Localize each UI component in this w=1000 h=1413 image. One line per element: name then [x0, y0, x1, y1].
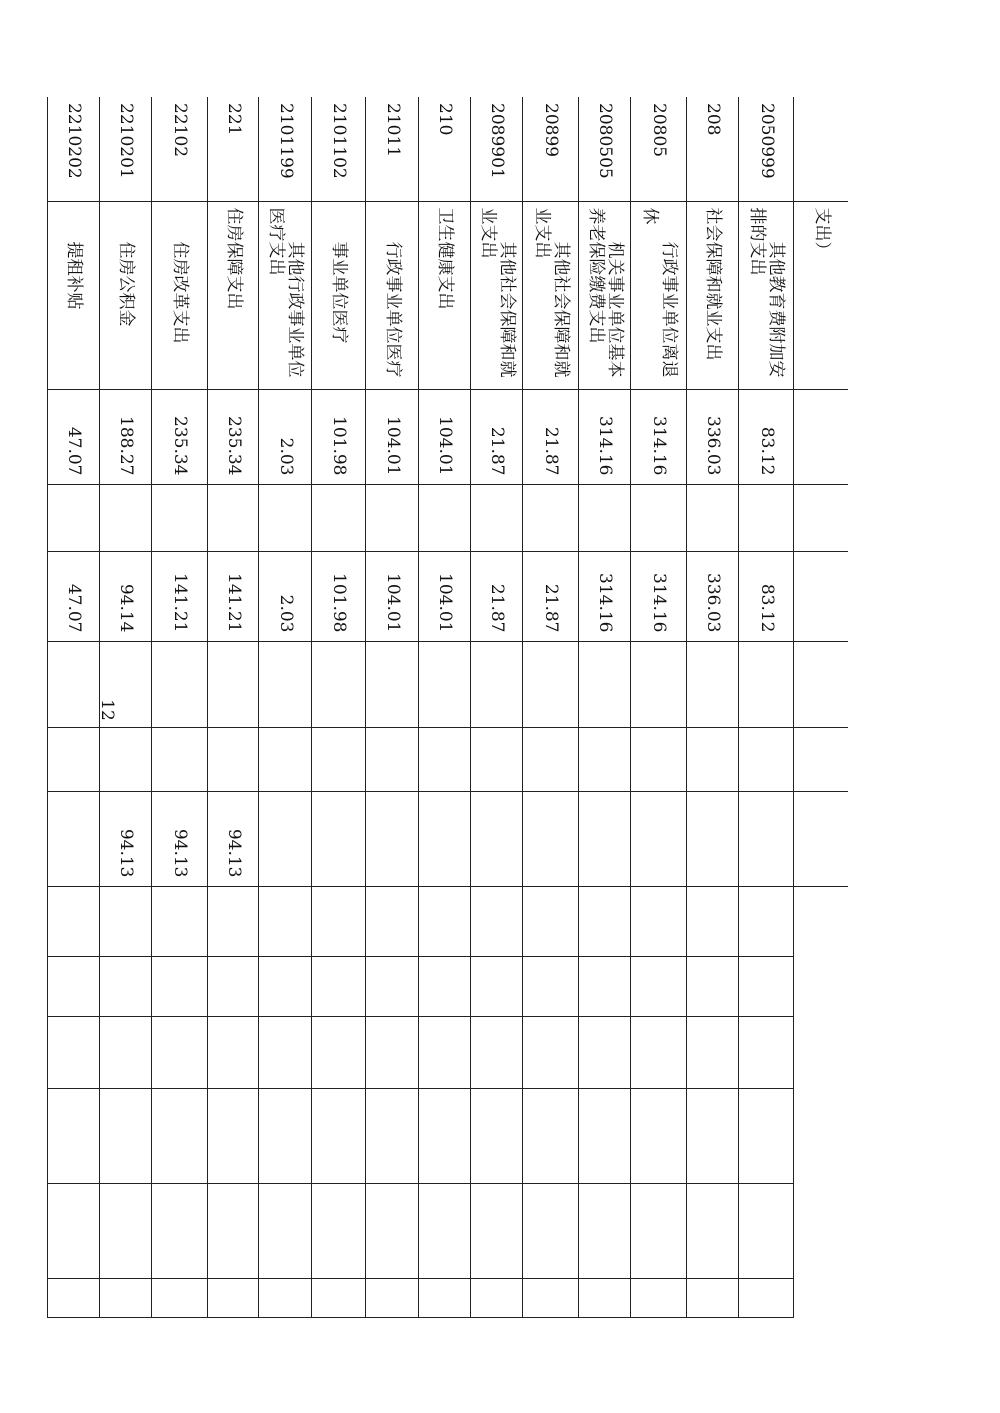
empty-cell [739, 1183, 794, 1278]
table-row [48, 97, 100, 1317]
row-code: 208 [687, 97, 739, 201]
empty-cell [48, 886, 100, 956]
amount-cell-c4: 94.14 [100, 551, 152, 641]
amount-cell-c6 [471, 727, 523, 791]
empty-cell [471, 886, 523, 956]
table-row [419, 97, 471, 1317]
row-code: 2101102 [312, 97, 366, 201]
amount-cell-c6 [419, 727, 471, 791]
empty-cell [523, 1278, 579, 1317]
empty-cell [687, 1016, 739, 1088]
amount-cell-c7 [312, 791, 366, 886]
table-row [579, 97, 631, 1317]
row-name: 提租补贴 [48, 201, 100, 389]
row-code: 2101199 [259, 97, 312, 201]
amount-cell-c7: 94.13 [100, 791, 152, 886]
empty-cell [259, 1016, 312, 1088]
empty-cell [366, 1016, 419, 1088]
empty-cell [208, 886, 259, 956]
amount-cell-c2: 336.03 [687, 389, 739, 484]
amount-cell-c4: 336.03 [687, 551, 739, 641]
empty-cell [152, 956, 208, 1016]
empty-cell [100, 1183, 152, 1278]
empty-cell [471, 1183, 523, 1278]
empty-cell [208, 1278, 259, 1317]
empty-cell [579, 1016, 631, 1088]
amount-cell-c4: 101.98 [312, 551, 366, 641]
row-name: 其他社会保障和就业支出 [523, 201, 579, 389]
empty-cell [312, 1183, 366, 1278]
amount-cell-c3 [48, 484, 100, 551]
amount-cell-c3 [471, 484, 523, 551]
amount-cell-c2: 83.12 [739, 389, 794, 484]
empty-cell [471, 1278, 523, 1317]
amount-cell-c6 [312, 727, 366, 791]
empty-cell [471, 1016, 523, 1088]
amount-cell-c2: 21.87 [523, 389, 579, 484]
row-code: 2210202 [48, 97, 100, 201]
amount-cell-c3 [687, 484, 739, 551]
empty-cell [794, 886, 848, 956]
empty-cell [48, 1183, 100, 1278]
empty-cell [366, 956, 419, 1016]
row-name: 其他社会保障和就业支出 [471, 201, 523, 389]
empty-cell [523, 956, 579, 1016]
empty-cell [739, 886, 794, 956]
empty-cell [794, 956, 848, 1016]
empty-cell [419, 886, 471, 956]
amount-cell-c4: 104.01 [366, 551, 419, 641]
empty-cell [366, 1278, 419, 1317]
amount-cell-c3 [579, 484, 631, 551]
amount-cell-c5 [208, 641, 259, 727]
empty-cell [579, 886, 631, 956]
amount-cell-c5 [523, 641, 579, 727]
amount-cell-c3 [366, 484, 419, 551]
empty-cell [152, 1088, 208, 1183]
row-code: 2050999 [739, 97, 794, 201]
empty-cell [208, 1016, 259, 1088]
empty-cell [48, 1016, 100, 1088]
empty-cell [366, 1088, 419, 1183]
empty-cell [312, 1016, 366, 1088]
empty-cell [366, 1183, 419, 1278]
row-code: 210 [419, 97, 471, 201]
empty-cell [259, 1088, 312, 1183]
amount-cell-c2: 235.34 [152, 389, 208, 484]
row-name: 住房改革支出 [152, 201, 208, 389]
amount-cell-c7: 94.13 [208, 791, 259, 886]
row-code: 2080505 [579, 97, 631, 201]
empty-cell [419, 1088, 471, 1183]
empty-cell [794, 1183, 848, 1278]
row-name: 支出） [794, 201, 848, 389]
empty-cell [259, 1183, 312, 1278]
amount-cell-c4: 21.87 [471, 551, 523, 641]
page-number: 12 [96, 699, 117, 721]
amount-cell-c3 [739, 484, 794, 551]
expenditure-table [48, 97, 849, 1318]
amount-cell-c3 [794, 484, 848, 551]
table-row [631, 97, 687, 1317]
amount-cell-c7 [631, 791, 687, 886]
empty-cell [259, 886, 312, 956]
amount-cell-c4: 83.12 [739, 551, 794, 641]
row-code: 20899 [523, 97, 579, 201]
empty-cell [419, 956, 471, 1016]
empty-cell [152, 1183, 208, 1278]
empty-cell [631, 1183, 687, 1278]
amount-cell-c6 [579, 727, 631, 791]
empty-cell [687, 956, 739, 1016]
row-code: 22102 [152, 97, 208, 201]
amount-cell-c4 [794, 551, 848, 641]
amount-cell-c3 [208, 484, 259, 551]
amount-cell-c7 [48, 791, 100, 886]
empty-cell [739, 1016, 794, 1088]
empty-cell [523, 1016, 579, 1088]
amount-cell-c7 [687, 791, 739, 886]
amount-cell-c2: 314.16 [579, 389, 631, 484]
row-name: 事业单位医疗 [312, 201, 366, 389]
amount-cell-c2: 104.01 [419, 389, 471, 484]
empty-cell [48, 956, 100, 1016]
table-row [471, 97, 523, 1317]
empty-cell [100, 1016, 152, 1088]
empty-cell [152, 1278, 208, 1317]
amount-cell-c7 [419, 791, 471, 886]
empty-cell [208, 1088, 259, 1183]
empty-cell [100, 1088, 152, 1183]
table-row [259, 97, 312, 1317]
amount-cell-c7 [794, 791, 848, 886]
empty-cell [631, 886, 687, 956]
empty-cell [312, 956, 366, 1016]
empty-cell [100, 956, 152, 1016]
row-code: 2210201 [100, 97, 152, 201]
empty-cell [208, 1183, 259, 1278]
empty-cell [579, 956, 631, 1016]
empty-cell [259, 956, 312, 1016]
amount-cell-c5 [471, 641, 523, 727]
row-code: 221 [208, 97, 259, 201]
amount-cell-c7 [471, 791, 523, 886]
amount-cell-c5 [794, 641, 848, 727]
amount-cell-c5 [631, 641, 687, 727]
amount-cell-c3 [419, 484, 471, 551]
amount-cell-c2: 314.16 [631, 389, 687, 484]
amount-cell-c2: 101.98 [312, 389, 366, 484]
amount-cell-c2: 104.01 [366, 389, 419, 484]
empty-cell [579, 1278, 631, 1317]
amount-cell-c3 [259, 484, 312, 551]
row-code [794, 97, 848, 201]
amount-cell-c2: 188.27 [100, 389, 152, 484]
row-name: 机关事业单位基本养老保险缴费支出 [579, 201, 631, 389]
table-row [152, 97, 208, 1317]
row-name: 行政事业单位离退休 [631, 201, 687, 389]
empty-cell [312, 1088, 366, 1183]
amount-cell-c6 [152, 727, 208, 791]
empty-cell [366, 886, 419, 956]
empty-cell [259, 1278, 312, 1317]
empty-cell [579, 1088, 631, 1183]
empty-cell [631, 1016, 687, 1088]
amount-cell-c6 [687, 727, 739, 791]
empty-cell [687, 1088, 739, 1183]
row-code: 20805 [631, 97, 687, 201]
empty-cell [100, 886, 152, 956]
amount-cell-c5 [687, 641, 739, 727]
empty-cell [152, 1016, 208, 1088]
empty-cell [631, 1088, 687, 1183]
amount-cell-c7 [366, 791, 419, 886]
amount-cell-c6 [259, 727, 312, 791]
amount-cell-c4: 104.01 [419, 551, 471, 641]
amount-cell-c5 [48, 641, 100, 727]
empty-cell [419, 1016, 471, 1088]
empty-cell [48, 1278, 100, 1317]
amount-cell-c2: 2.03 [259, 389, 312, 484]
amount-cell-c6 [739, 727, 794, 791]
amount-cell-c4: 2.03 [259, 551, 312, 641]
row-name: 住房保障支出 [208, 201, 259, 389]
empty-cell [794, 1016, 848, 1088]
table-row [523, 97, 579, 1317]
empty-cell [687, 1278, 739, 1317]
amount-cell-c3 [631, 484, 687, 551]
row-code: 21011 [366, 97, 419, 201]
amount-cell-c5 [259, 641, 312, 727]
empty-cell [687, 1183, 739, 1278]
empty-cell [739, 1088, 794, 1183]
empty-cell [523, 1183, 579, 1278]
amount-cell-c6 [523, 727, 579, 791]
amount-cell-c5 [312, 641, 366, 727]
amount-cell-c2: 47.07 [48, 389, 100, 484]
table-row [208, 97, 259, 1317]
row-name: 其他教育费附加安排的支出 [739, 201, 794, 389]
row-name: 社会保障和就业支出 [687, 201, 739, 389]
empty-cell [739, 1278, 794, 1317]
row-name: 卫生健康支出 [419, 201, 471, 389]
amount-cell-c7 [259, 791, 312, 886]
row-name: 住房公积金 [100, 201, 152, 389]
empty-cell [312, 1278, 366, 1317]
amount-cell-c6 [208, 727, 259, 791]
empty-cell [312, 886, 366, 956]
amount-cell-c4: 314.16 [579, 551, 631, 641]
amount-cell-c6 [631, 727, 687, 791]
amount-cell-c3 [100, 484, 152, 551]
table-row [794, 97, 848, 1317]
table-body [48, 97, 848, 1317]
table-row [366, 97, 419, 1317]
empty-cell [419, 1278, 471, 1317]
empty-cell [100, 1278, 152, 1317]
empty-cell [631, 956, 687, 1016]
amount-cell-c3 [152, 484, 208, 551]
rotated-table-page [64, 97, 848, 1317]
amount-cell-c2 [794, 389, 848, 484]
amount-cell-c4: 21.87 [523, 551, 579, 641]
amount-cell-c7: 94.13 [152, 791, 208, 886]
empty-cell [48, 1088, 100, 1183]
empty-cell [523, 1088, 579, 1183]
table-row [739, 97, 794, 1317]
amount-cell-c5 [579, 641, 631, 727]
amount-cell-c5 [739, 641, 794, 727]
empty-cell [794, 1278, 848, 1317]
amount-cell-c6 [100, 727, 152, 791]
row-code: 2089901 [471, 97, 523, 201]
empty-cell [631, 1278, 687, 1317]
amount-cell-c5 [419, 641, 471, 727]
amount-cell-c3 [523, 484, 579, 551]
amount-cell-c4: 314.16 [631, 551, 687, 641]
empty-cell [419, 1183, 471, 1278]
empty-cell [471, 1088, 523, 1183]
amount-cell-c2: 235.34 [208, 389, 259, 484]
amount-cell-c4: 141.21 [208, 551, 259, 641]
empty-cell [739, 956, 794, 1016]
table-row [312, 97, 366, 1317]
table-row [687, 97, 739, 1317]
empty-cell [687, 886, 739, 956]
empty-cell [208, 956, 259, 1016]
empty-cell [794, 1088, 848, 1183]
empty-cell [471, 956, 523, 1016]
amount-cell-c5 [152, 641, 208, 727]
amount-cell-c4: 141.21 [152, 551, 208, 641]
amount-cell-c7 [523, 791, 579, 886]
empty-cell [523, 886, 579, 956]
amount-cell-c5 [366, 641, 419, 727]
row-name: 行政事业单位医疗 [366, 201, 419, 389]
amount-cell-c6 [794, 727, 848, 791]
empty-cell [579, 1183, 631, 1278]
amount-cell-c7 [579, 791, 631, 886]
amount-cell-c6 [366, 727, 419, 791]
row-name: 其他行政事业单位医疗支出 [259, 201, 312, 389]
amount-cell-c4: 47.07 [48, 551, 100, 641]
empty-cell [152, 886, 208, 956]
amount-cell-c3 [312, 484, 366, 551]
amount-cell-c2: 21.87 [471, 389, 523, 484]
amount-cell-c7 [739, 791, 794, 886]
amount-cell-c6 [48, 727, 100, 791]
